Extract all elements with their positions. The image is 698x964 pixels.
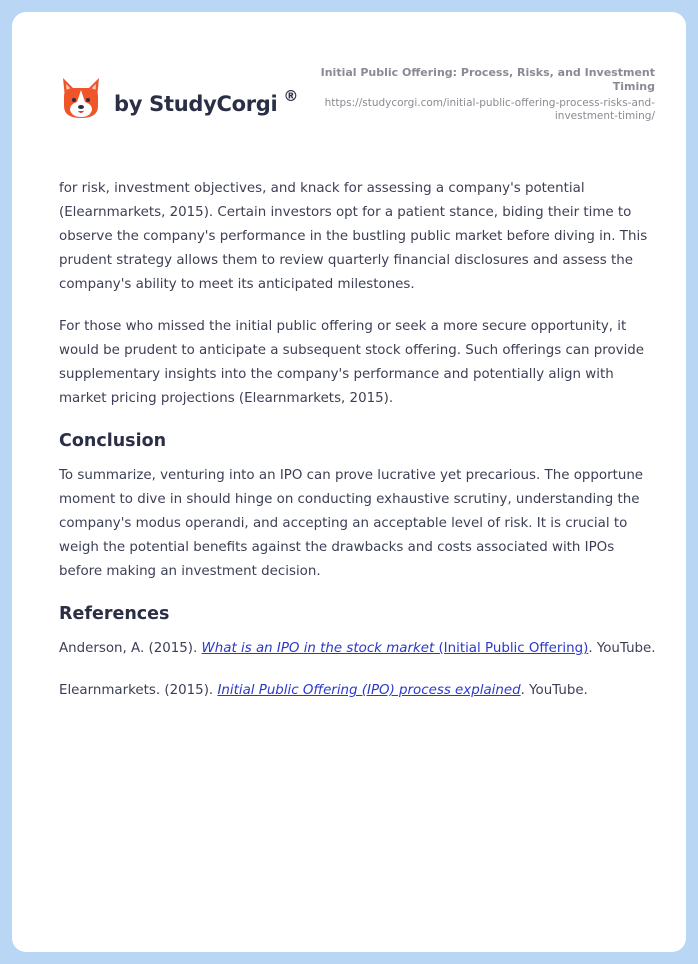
reference-link[interactable] [217,683,520,698]
reference-suffix: . YouTube. [588,641,656,656]
reference-link[interactable] [202,641,589,656]
studycorgi-logo[interactable] [60,76,298,122]
reference-link-title[interactable]: What is an IPO in the stock market [201,641,439,656]
corgi-logo-icon [60,76,102,122]
registered-mark: ® [283,87,299,105]
document-header [315,66,655,123]
document-body [59,177,657,721]
reference-prefix: Anderson, A. (2015). [59,641,202,656]
conclusion-paragraph: To summarize, venturing into an IPO can prove lucrative yet precarious. The opportune moment to dive in should hinge on conducting exhaustive scrutiny, understanding the company's modus operandi, and accepting an acceptable level of risk. It is crucial to weigh the potential benefits against the drawbacks and costs associated with IPOs before making an investment decision. [59,468,644,579]
document-url[interactable]: https://studycorgi.com/initial-public-offering-process-risks-and-investment-timing/ [324,97,655,122]
reference-suffix: . YouTube. [520,683,588,698]
references-heading: References [59,604,170,624]
reference-item [59,637,657,661]
body-paragraph-2: For those who missed the initial public offering or seek a more secure opportunity, it would be prudent to anticipate a subsequent stock offering. Such offerings can provide supplementary insights into the company's performance and potentially align with market pricing projections (Elearnmarkets, 2015). [59,319,645,406]
conclusion-heading: Conclusion [59,431,167,451]
reference-link-title[interactable]: Initial Public Offering (IPO) process explained [217,683,521,698]
document-page [12,12,686,952]
body-paragraph-1: for risk, investment objectives, and knack for assessing a company's potential (Elearnmarkets, 2015). Certain investors opt for a patient stance, biding their time to observe the company's performance in the bustling public market before diving in. This prudent strategy allows them to review quarterly financial disclosures and assess the company's ability to meet its anticipated milestones. [59,181,648,292]
brand-name: by StudyCorgi [114,92,278,116]
reference-item [59,679,657,703]
reference-prefix: Elearnmarkets. (2015). [59,683,218,698]
reference-link-subtitle[interactable]: (Initial Public Offering) [438,641,589,656]
document-title: Initial Public Offering: Process, Risks, and Investment Timing [320,66,655,93]
